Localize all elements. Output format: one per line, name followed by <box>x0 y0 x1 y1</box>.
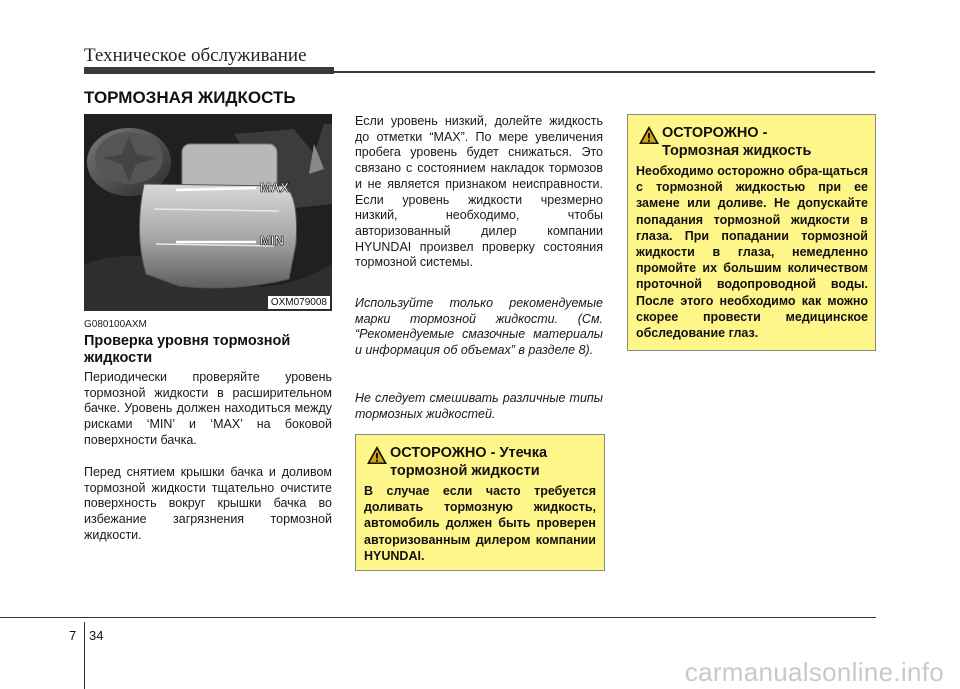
warning-box-brake-fluid <box>627 114 876 351</box>
middle-paragraph-1: Если уровень низкий, долейте жидкость до отметки “MAX”. По мере увеличения пробега уровень будет снижаться. Это связано с состоянием накладок тормозов и не является признаком неисправности. Если уровень жидкости чрезмерно низкий, необходимо, чтобы авторизованный дилер компании HYUNDAI произвел проверку состояния тормозной системы. <box>355 114 603 270</box>
header-rule-thin <box>334 71 875 73</box>
warning-box-leak <box>355 434 605 571</box>
max-label: MAX <box>260 180 289 195</box>
warning-brake-body: Необходимо осторожно обра-щаться с тормозной жидкостью при ее замене или доливе. Не допускайте попадания тормозной жидкости в глаза. При попадании тормозной жидкости в глаза, немедленно промойте их большим количеством проточной водопроводной воды. После этого необходимо как можно скорее провести медицинское обследование глаз. <box>636 164 868 341</box>
footer-vertical-rule <box>84 622 85 689</box>
footer-rule <box>0 617 876 618</box>
warning-triangle-icon <box>366 445 388 465</box>
left-paragraph-1: Периодически проверяйте уровень тормозной жидкости в расширительном бачке. Уровень должен находиться между рисками ‘MIN’ и ‘MAX’ на боковой поверхности бачка. <box>84 370 332 447</box>
header-rule-thick <box>84 67 334 74</box>
brake-reservoir-photo <box>84 114 332 311</box>
running-header-title: Техническое обслуживание <box>84 45 307 66</box>
min-label: MIN <box>260 233 284 248</box>
warning-leak-body: В случае если часто требуется доливать тормозную жидкость, автомобиль должен быть проверен авторизованным дилером компании HYUNDAI. <box>364 484 596 563</box>
middle-paragraph-3-italic: Не следует смешивать различные типы тормозных жидкостей. <box>355 391 603 421</box>
document-code: G080100AXM <box>84 319 147 330</box>
page-number: 34 <box>89 628 104 643</box>
middle-paragraph-2-italic: Используйте только рекомендуемые марки тормозной жидкости. (См. “Рекомендуемые смазочные материалы и информация об объемах” в разделе 8). <box>355 296 603 358</box>
section-title: ТОРМОЗНАЯ ЖИДКОСТЬ <box>84 88 296 107</box>
watermark-text: carmanualsonline.info <box>684 657 944 687</box>
warning-leak-title-line1: ОСТОРОЖНО - Утечка <box>390 445 548 461</box>
reservoir-illustration <box>84 114 332 311</box>
warning-brake-title-line2: Тормозная жидкость <box>662 143 812 159</box>
warning-brake-title-line1: ОСТОРОЖНО - <box>662 125 768 141</box>
left-paragraph-2: Перед снятием крышки бачка и доливом тормозной жидкости тщательно очистите поверхность вокруг крышки бачка во избежание загрязнения тормозной жидкости. <box>84 465 332 542</box>
subsection-title: Проверка уровня тормозной жидкости <box>84 333 291 366</box>
chapter-number: 7 <box>69 628 77 643</box>
warning-triangle-icon <box>638 125 660 145</box>
figure-code: OXM079008 <box>268 296 330 309</box>
warning-leak-title-line2: тормозной жидкости <box>390 463 540 479</box>
